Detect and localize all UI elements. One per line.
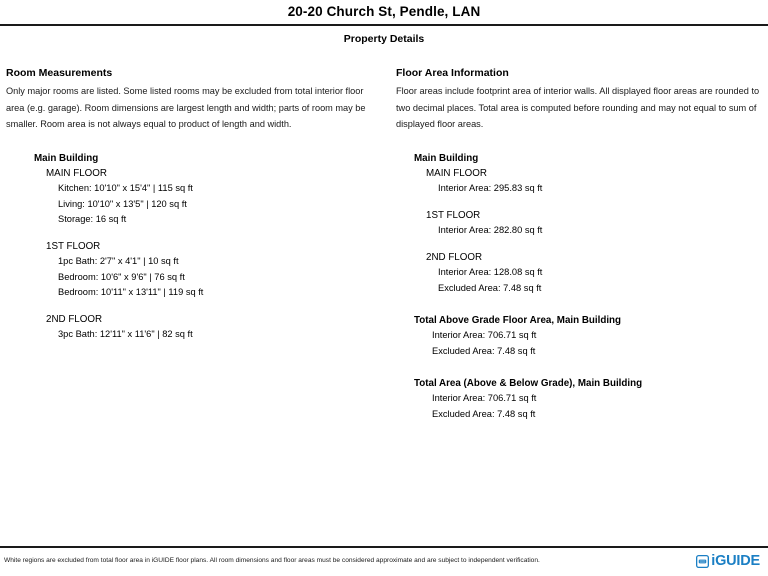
floor-area-group [396, 208, 760, 239]
iguide-wordmark: iGUIDE [711, 553, 760, 569]
page-subtitle: Property Details [343, 33, 425, 45]
room-entry: Bedroom: 10'6" x 9'6" | 76 sq ft [58, 271, 185, 282]
area-entry: Interior Area: 282.80 sq ft [438, 225, 543, 235]
footer-disclaimer: White regions are excluded from total floor area in iGUIDE floor plans. All room dimensions and floor areas must be considered approximate and are subject to independent verification. [4, 557, 540, 564]
floor-area-column [396, 66, 768, 422]
floor-label: MAIN FLOOR [426, 167, 487, 179]
area-entry: Interior Area: 706.71 sq ft [432, 393, 537, 403]
area-entry: Excluded Area: 7.48 sq ft [432, 345, 536, 356]
room-entry: Storage: 16 sq ft [58, 214, 127, 224]
building-label-areas: Main Building [414, 152, 479, 164]
header-divider [0, 24, 768, 26]
floor-area-group [396, 166, 760, 197]
room-measurements-tree [6, 151, 384, 343]
room-entry: 3pc Bath: 12'11" x 11'6" | 82 sq ft [58, 329, 193, 339]
floor-area-tree [396, 151, 760, 423]
floor-label: 2ND FLOOR [426, 251, 483, 263]
total-above-grade-block [396, 313, 760, 359]
floor-area-note: Floor areas include footprint area of interior walls. All displayed floor areas are rounded to two decimal places. Total area is computed before rounding and may not equal to sum of displayed floor areas. [396, 86, 760, 129]
floor-group [6, 239, 384, 301]
total-heading: Total Above Grade Floor Area, Main Building [414, 315, 622, 326]
iguide-square-icon [696, 555, 709, 568]
building-label-rooms: Main Building [34, 152, 99, 164]
room-entry: 1pc Bath: 2'7" x 4'1" | 10 sq ft [58, 256, 179, 266]
room-entry: Bedroom: 10'11" x 13'11" | 119 sq ft [58, 287, 204, 297]
content-columns [0, 66, 768, 422]
iguide-logo [696, 554, 764, 568]
area-entry: Interior Area: 128.08 sq ft [438, 267, 543, 277]
area-entry: Interior Area: 295.83 sq ft [438, 183, 543, 193]
floor-label: 1ST FLOOR [46, 240, 101, 252]
document-header [0, 0, 768, 46]
room-measurements-column [0, 66, 396, 422]
total-heading: Total Area (Above & Below Grade), Main Building [414, 378, 643, 389]
total-above-below-grade-block [396, 376, 760, 422]
floor-label: MAIN FLOOR [46, 167, 107, 179]
area-entry: Excluded Area: 7.48 sq ft [438, 282, 542, 293]
floor-area-heading: Floor Area Information [396, 67, 509, 79]
room-measurements-note: Only major rooms are listed. Some listed rooms may be excluded from total interior floor area (e.g. garage). Room dimensions are largest length and width; parts of room may be smaller. Room area is not always equal to product of length and width. [6, 86, 366, 129]
room-entry: Living: 10'10" x 13'5" | 120 sq ft [58, 198, 187, 209]
floor-group [6, 312, 384, 343]
area-entry: Excluded Area: 7.48 sq ft [432, 408, 536, 419]
floor-label: 2ND FLOOR [46, 313, 103, 325]
floor-label: 1ST FLOOR [426, 209, 481, 221]
floor-group [6, 166, 384, 228]
page-title: 20-20 Church St, Pendle, LAN [287, 4, 481, 19]
area-entry: Interior Area: 706.71 sq ft [432, 330, 537, 340]
footer-row [0, 548, 768, 568]
room-entry: Kitchen: 10'10" x 15'4" | 115 sq ft [58, 183, 193, 193]
floor-area-group [396, 250, 760, 297]
document-footer [0, 546, 768, 576]
room-measurements-heading: Room Measurements [6, 67, 113, 79]
